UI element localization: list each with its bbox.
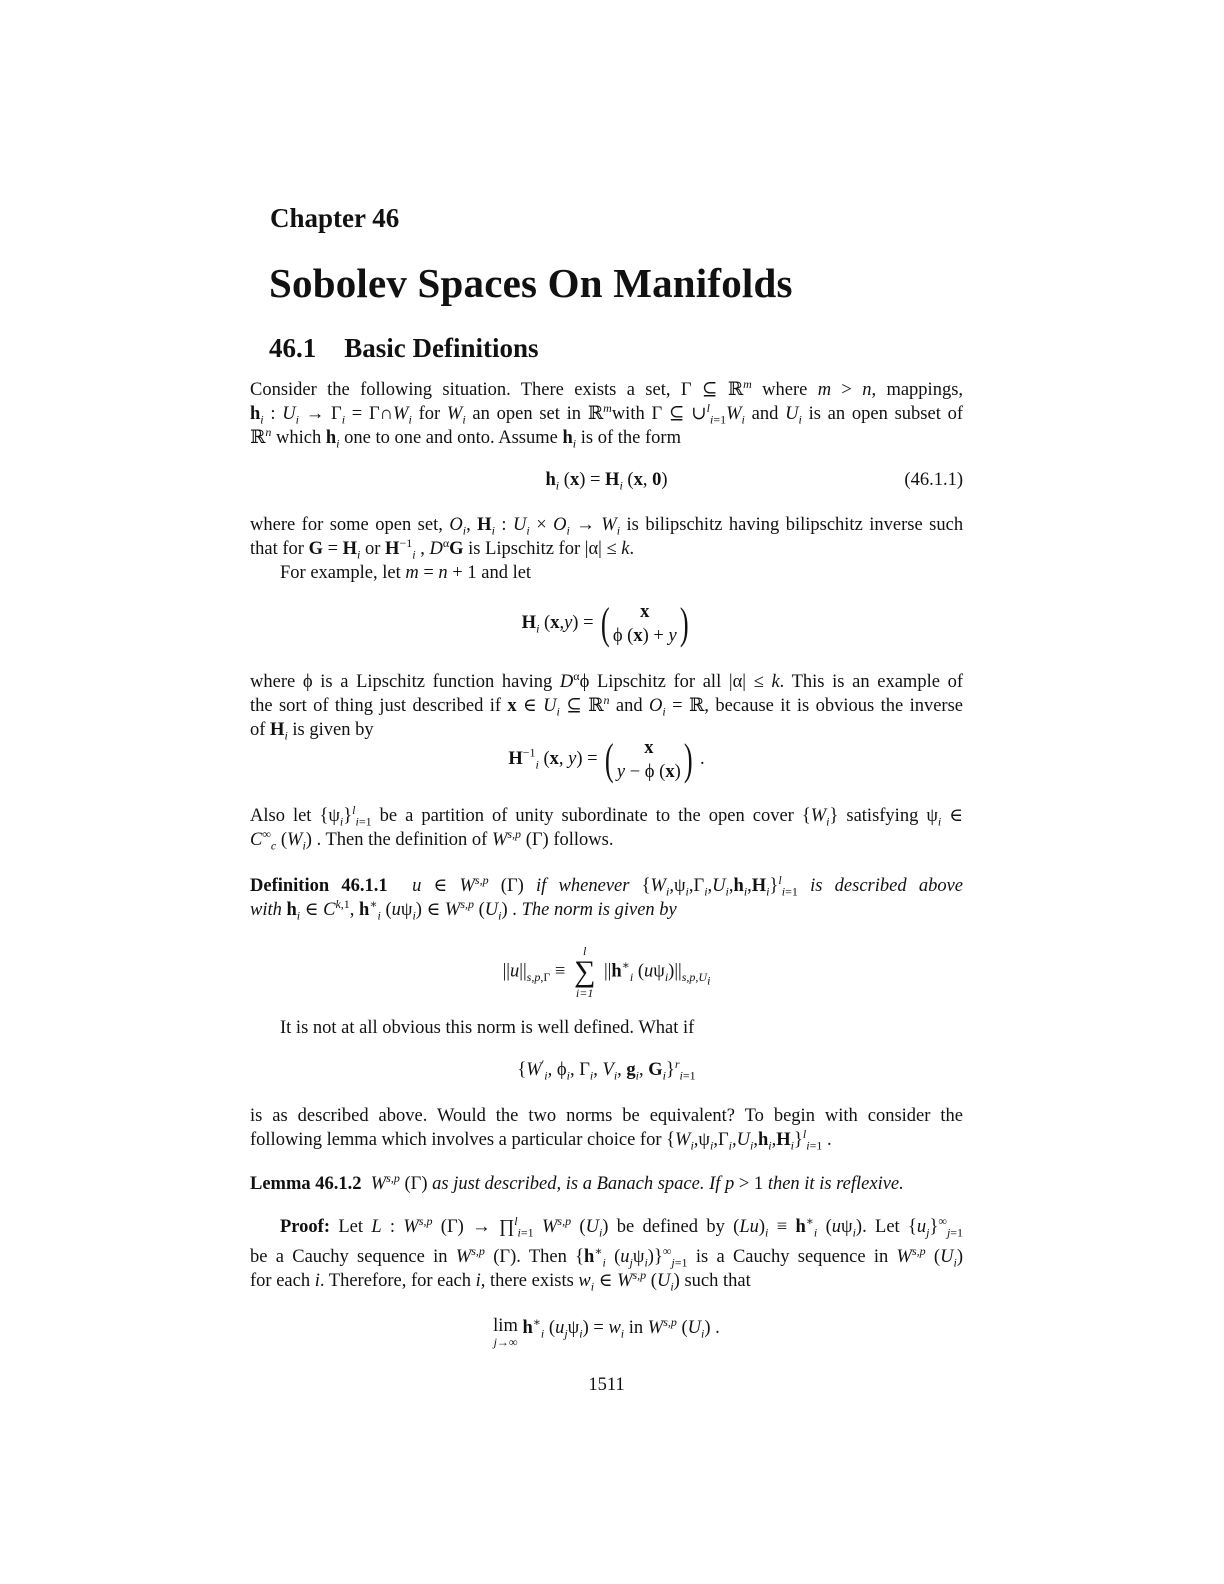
equation-alt-set: {$W'_i$, $\phi_i$, $\Gamma_i$, $V_i$, $g_i$, $G_i\}^r_{i=1}$ — [517, 1056, 696, 1083]
page-number: 1511 — [588, 1375, 625, 1395]
proof-paragraph: Proof: Let L : W$^{s,p}$ (Γ) → ∏$^l_{i=1}$ W$^{s,p}$ $(U_i)$ be defined by $(Lu)_i \equiv h^∗_i$ $(u\psi_i)$. Let $\{u_j\}^\infty_{j=1}$ be a Cauchy sequence in W$^{s,p}$ (Γ). Then {$h^∗_i$ $(u_j\psi_i)\}^\infty_{j=1}$ is a Cauchy sequence in W$^{s,p}$ $(U_i)$ for each i. Therefore, for each i, there exists $w_i$ ∈ W$^{s,p}$ $(U_i)$ such that — [250, 1213, 964, 1294]
paragraph-partition: Also let $\{\psi_i\}^l_{i=1}$ be a partition of unity subordinate to the open cover $\{W_i\}$ satisfying $\psi_i$ ∈ $C^\infty_c$ $(W_i)$ . Then the definition of W$^{s,p}$ (Γ) follows. — [250, 802, 963, 853]
section-heading — [269, 333, 539, 364]
equation-limit: lim j→∞ $h^∗_i$ $(u_j\psi_i) = w_i$ in W$^{s,p}$ $(U_i)$ . — [493, 1314, 720, 1349]
equation-H-inverse: $H^{-1}_i$ (x, y) = ( x y − ϕ (x)) . — [508, 735, 705, 784]
paragraph-well-defined: It is not at all obvious this norm is well defined. What if — [280, 1018, 695, 1038]
chapter-title: Sobolev Spaces On Manifolds — [269, 260, 793, 306]
paragraph-bilipschitz: where for some open set, $O_i$, $H_i$ : $U_i \times O_i \to W_i$ is bilipschitz having bilipschitz inverse such that for $G = H_i$ or $H^{-1}_i$ , $D^\alpha G$ is Lipschitz for |α| ≤ k. For example, let m = n + 1 and let — [250, 515, 964, 583]
lemma-46-1-2: Lemma 46.1.2 W$^{s,p}$ (Γ) as just described, is a Banach space. If p > 1 then it is reflexive. — [250, 1170, 904, 1194]
paragraph-equivalence: is as described above. Would the two norms be equivalent? To begin with consider the following lemma which involves a particular choice for $\{W_i,\psi_i,\Gamma_i,U_i,h_i,H_i\}^l_{i=1}$ . — [250, 1106, 963, 1153]
chapter-label: Chapter 46 — [270, 203, 400, 233]
equation-H-example: $H_i$ (x,y) = ( x ϕ (x) + y) — [521, 599, 689, 648]
definition-46-1-1: Definition 46.1.1 u ∈ W$^{s,p}$ (Γ) if whenever $\{W_i,\psi_i,\Gamma_i,U_i,h_i,H_i\}^l_{i=1}$ is described above with $h_i$ ∈ C$^{k,1}$, $h^∗_i$ $(u\psi_i)$ ∈ W$^{s,p}$ $(U_i)$ . The norm is given by — [250, 872, 963, 923]
paragraph-example: where ϕ is a Lipschitz function having $D^\alpha\phi$ Lipschitz for all |α| ≤ k. This is an example of the sort of thing just described if x ∈ $U_i$ ⊆ ℝ$^n$ and $O_i$ = ℝ, because it is obvious the inverse of $H_i$ is given by — [250, 668, 964, 743]
section-title: Basic Definitions — [344, 333, 539, 363]
section-number: 46.1 — [269, 333, 317, 363]
equation-number: (46.1.1) — [904, 470, 963, 490]
equation-46-1-1: $h_i$ $(x) = H_i$ (x, 0) (46.1.1) — [545, 470, 963, 493]
equation-norm: $||u||_{s,p,\Gamma}$ ≡ l ∑ i=1 $||h^∗_i$ $(u\psi_i)||_{s,p,U_i}$ — [502, 944, 711, 1000]
paragraph-intro: Consider the following situation. There exists a set, Γ ⊆ ℝ$^m$ where m > n, mappings, $h_i$ : $U_i \to \Gamma_i$ = $\Gamma\cap W_i$ for $W_i$ an open set in ℝ$^m$with Γ ⊆ $\cup^l_{i=1}W_i$ and $U_i$ is an open subset of ℝ$^n$ which $h_i$ one to one and onto. Assume $h_i$ is of the form — [250, 376, 964, 451]
